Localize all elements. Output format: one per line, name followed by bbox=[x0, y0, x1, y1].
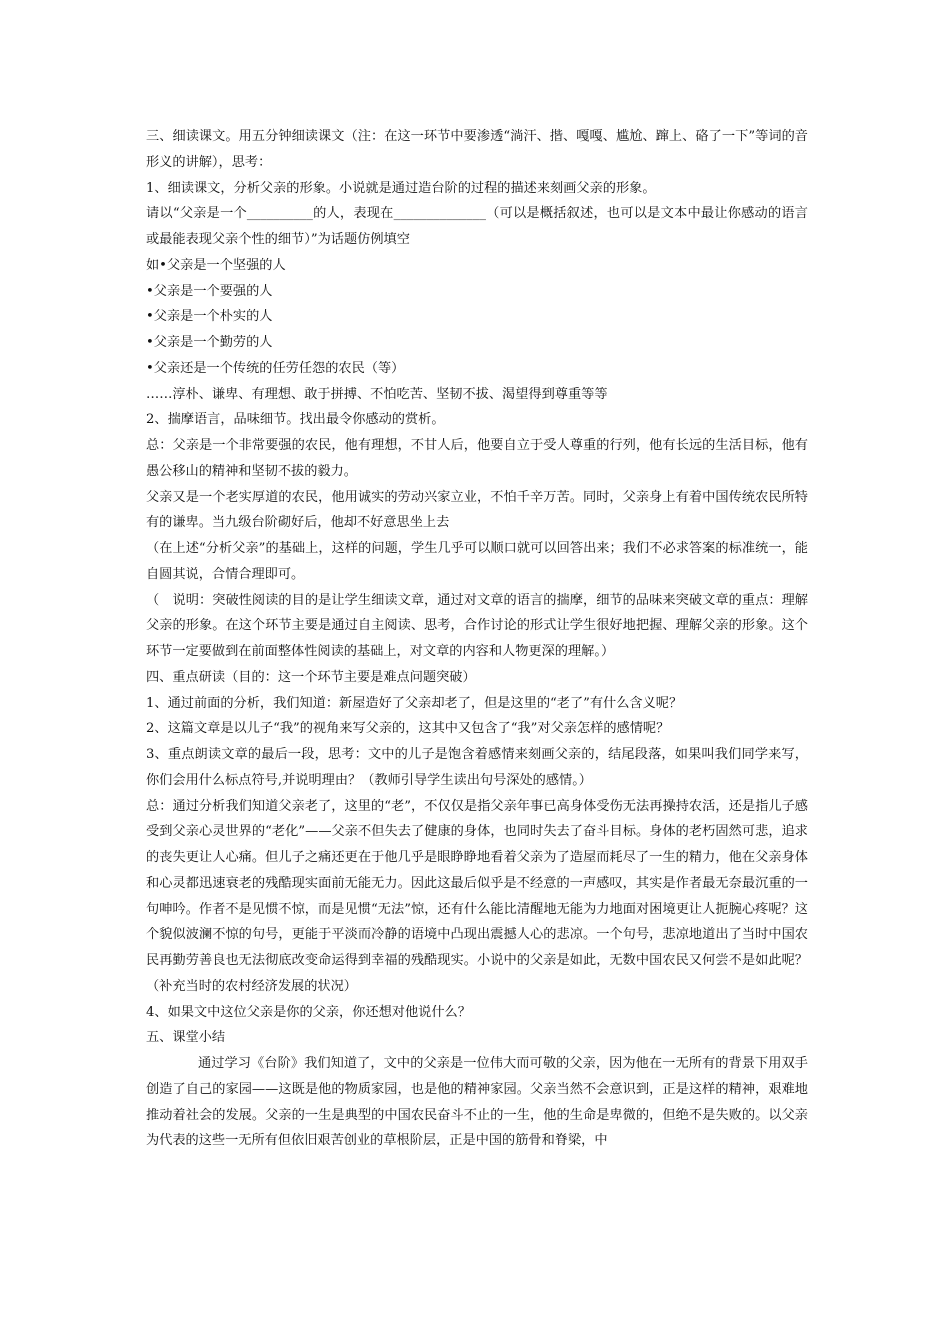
section-three-heading: 三、细读课文。用五分钟细读课文（注：在这一环节中要渗透“淌汗、揩、嘎嘎、尴尬、蹿上、硌了一下”等词的音形义的讲解），思考： bbox=[146, 129, 808, 170]
document-body bbox=[146, 124, 808, 1154]
fill-in-prompt: 请以“父亲是一个__________的人，表现在______________（可以是概括叙述，也可以是文本中最让你感动的语言或最能表现父亲个性的细节）”为话题仿例填空 bbox=[146, 206, 808, 247]
trait-list: ……淳朴、谦卑、有理想、敢于拼搏、不怕吃苦、坚韧不拔、渴望得到尊重等等 bbox=[146, 386, 608, 402]
explanation-note: （ 说明：突破性阅读的目的是让学生细读文章，通过对文章的语言的揣摩，细节的品味来突破文章的重点：理解父亲的形象。在这个环节主要是通过自主阅读、思考，合作讨论的形式让学生很好地把握、理解父亲的形象。这个环节一定要做到在前面整体性阅读的基础上，对文章的内容和人物更深的理解。） bbox=[146, 592, 808, 659]
teacher-note: （在上述“分析父亲”的基础上，这样的问题，学生几乎可以顺口就可以回答出来；我们不必求答案的标准统一，能自圆其说，合情合理即可。 bbox=[146, 541, 808, 582]
bullet-item: •父亲是一个勤劳的人 bbox=[146, 335, 273, 350]
question-item: 3、重点朗读文章的最后一段，思考：文中的儿子是饱含着感情来刻画父亲的，结尾段落，如果叫我们同学来写，你们会用什么标点符号,并说明理由？（教师引导学生读出句号深处的感情。） bbox=[146, 747, 808, 788]
question-item: 2、这篇文章是以儿子“我”的视角来写父亲的，这其中又包含了“我”对父亲怎样的感情呢？ bbox=[146, 721, 670, 737]
task-two: 2、揣摩语言，品味细节。找出最令你感动的赏析。 bbox=[146, 412, 445, 428]
bullet-item: •父亲是一个要强的人 bbox=[146, 283, 273, 299]
bullet-item: •父亲是一个朴实的人 bbox=[146, 309, 273, 325]
analysis-paragraph: 总：通过分析我们知道父亲老了，这里的“老”，不仅仅是指父亲年事已高身体受伤无法再操持农活，还是指儿子感受到父亲心灵世界的“老化”——父亲不但失去了健康的身体，也同时失去了奋斗目标。身体的老朽固然可悲，追求的丧失更让人心痛。但儿子之痛还更在于他几乎是眼睁睁地看着父亲为了造屋而耗尽了一生的精力，他在父亲身体和心灵都迅速衰老的残酷现实面前无能无力。因此这最后似乎是不经意的一声感叹，其实是作者最无奈最沉重的一句呻吟。作者不是见惯不惊，而是见惯“无法”惊，还有什么能比清醒地无能为力地面对困境更让人扼腕心疼呢？这个貌似波澜不惊的句号，更能于平淡而冷静的语境中凸现出震撼人心的悲凉。一个句号，悲凉地道出了当时中国农民再勤劳善良也无法彻底改变命运得到幸福的残酷现实。小说中的父亲是如此，无数中国农民又何尝不是如此呢？（补充当时的农村经济发展的状况） bbox=[146, 798, 808, 994]
class-summary-paragraph: 通过学习《台阶》我们知道了，文中的父亲是一位伟大而可敬的父亲，因为他在一无所有的背景下用双手创造了自己的家园——这既是他的物质家园，也是他的精神家园。父亲当然不会意识到，正是这样的精神，艰难地推动着社会的发展。父亲的一生是典型的中国农民奋斗不止的一生，他的生命是卑微的，但绝不是失败的。以父亲为代表的这些一无所有但依旧艰苦创业的草根阶层，正是中国的筋骨和脊梁，中 bbox=[146, 1056, 808, 1149]
summary-paragraph: 父亲又是一个老实厚道的农民，他用诚实的劳动兴家立业，不怕千辛万苦。同时，父亲身上有着中国传统农民所特有的谦卑。当九级台阶砌好后，他却不好意思坐上去 bbox=[146, 489, 808, 531]
task-one: 1、细读课文，分析父亲的形象。小说就是通过造台阶的过程的描述来刻画父亲的形象。 bbox=[146, 180, 656, 196]
summary-paragraph: 总：父亲是一个非常要强的农民，他有理想，不甘人后，他要自立于受人尊重的行列，他有长远的生活目标，他有愚公移山的精神和坚韧不拔的毅力。 bbox=[146, 438, 808, 479]
question-item: 1、通过前面的分析，我们知道：新屋造好了父亲却老了，但是这里的“老了”有什么含义呢？ bbox=[146, 695, 683, 711]
bullet-item: •父亲还是一个传统的任劳任怨的农民（等） bbox=[146, 360, 405, 376]
example-item: 如•父亲是一个坚强的人 bbox=[146, 257, 286, 273]
question-item: 4、如果文中这位父亲是你的父亲，你还想对他说什么？ bbox=[146, 1004, 471, 1020]
section-five-heading: 五、课堂小结 bbox=[146, 1030, 226, 1046]
section-four-heading: 四、重点研读（目的：这一个环节主要是难点问题突破） bbox=[146, 669, 476, 685]
